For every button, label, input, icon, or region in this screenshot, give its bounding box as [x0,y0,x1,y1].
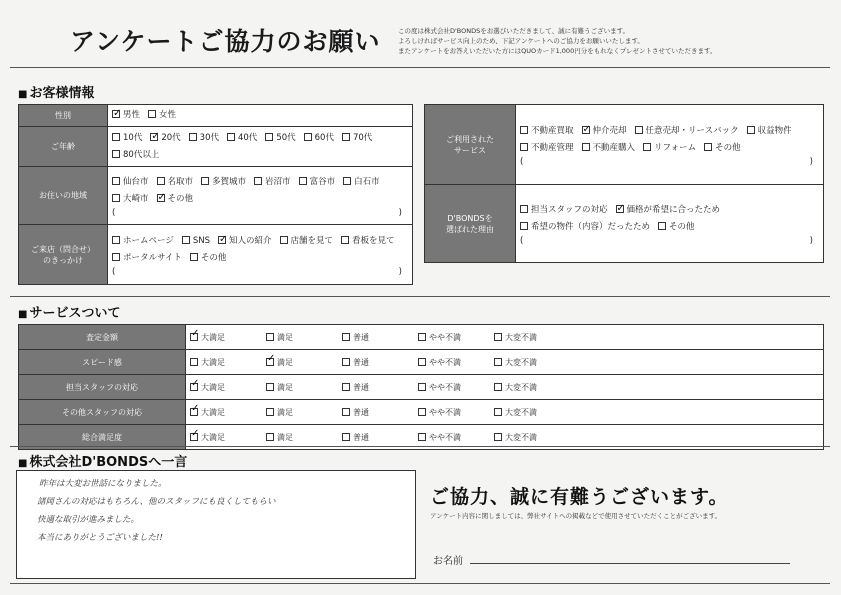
checkbox-label: その他 [715,142,741,153]
checkbox-option[interactable] [148,107,176,124]
rating-row [19,375,824,400]
checkbox[interactable] [418,408,426,416]
intro-line: よろしければサービス向上のため、下記アンケートへのご協力をお願いいたします。 [398,37,644,45]
rating-option-label: やや不満 [429,332,461,342]
checkbox[interactable] [342,133,350,141]
checkbox-option[interactable] [520,202,608,219]
age-options [108,127,413,167]
area-other-field[interactable]: ( ) [112,207,402,218]
checkbox-option[interactable] [182,233,210,250]
rating-option-label: 満足 [277,357,293,367]
rating-option-label: やや不満 [429,432,461,442]
rating-option-label: 満足 [277,432,293,442]
rating-option-label: 大変不満 [505,432,537,442]
checkbox[interactable] [342,358,350,366]
checkbox[interactable] [520,143,528,151]
checkbox[interactable] [342,433,350,441]
checkbox-option[interactable] [112,130,142,147]
rating-option[interactable] [190,407,266,418]
checkbox[interactable] [635,126,643,134]
checkbox-option[interactable] [265,130,295,147]
checkbox-option[interactable] [227,130,257,147]
gender-label: 性別 [19,105,108,127]
gender-options [108,105,413,127]
rating-option[interactable] [342,407,418,418]
checkbox-option[interactable] [254,174,291,191]
checkbox[interactable] [112,253,120,261]
rating-option[interactable] [190,332,266,343]
rating-option[interactable] [342,382,418,393]
thanks-message: ご協力、誠に有難うございます。 [430,486,729,508]
checkbox[interactable] [494,333,502,341]
checkbox[interactable] [342,408,350,416]
divider [10,446,830,447]
checkbox-label: 20代 [161,132,181,143]
checkbox-option[interactable] [112,174,149,191]
rating-option-label: 大変不満 [505,382,537,392]
checkbox-option[interactable] [343,174,380,191]
checkbox[interactable] [643,143,651,151]
checkbox-option[interactable] [112,191,149,208]
rating-option-label: 普通 [353,332,369,342]
checkbox[interactable] [747,126,755,134]
rating-option-label: 大変不満 [505,407,537,417]
checkbox-option[interactable] [643,140,696,157]
checkbox-option[interactable] [658,219,695,236]
checkbox[interactable] [265,133,273,141]
checkbox-label: リフォーム [654,142,697,153]
checkbox-option[interactable] [520,219,650,236]
checkbox[interactable] [266,433,274,441]
rating-option[interactable] [418,332,494,343]
reason-label: D'BONDSを 選ばれた理由 [425,185,516,263]
checkbox[interactable] [157,177,165,185]
checkbox-option[interactable] [342,130,372,147]
source-options [108,225,413,285]
rating-option[interactable] [190,382,266,393]
divider [10,67,830,68]
reason-options [516,185,824,263]
checkbox-option[interactable] [112,250,182,267]
rating-option[interactable] [418,382,494,393]
rating-option[interactable] [190,432,266,443]
rating-option-label: 普通 [353,382,369,392]
checkbox-option[interactable] [520,140,574,157]
rating-row [19,400,824,425]
rating-option[interactable] [266,332,342,343]
area-options [108,167,413,225]
rating-option-label: 大変不満 [505,357,537,367]
rating-options [186,325,824,350]
rating-option-label: 大満足 [201,382,225,392]
checkbox[interactable] [150,133,158,141]
checkbox-label: 看板を見て [352,235,395,246]
rating-option-label: 大満足 [201,357,225,367]
checkbox-option[interactable] [201,174,246,191]
rating-row-label: スピード感 [19,350,186,375]
rating-option[interactable] [342,432,418,443]
checkbox[interactable] [582,126,590,134]
checkbox-label: 価格が希望に合ったため [626,204,721,215]
checkbox[interactable] [582,143,590,151]
rating-option-label: 満足 [277,407,293,417]
name-label: お名前 [433,556,463,567]
checkbox[interactable] [112,236,120,244]
checkbox[interactable] [418,333,426,341]
checkbox-option[interactable] [189,130,219,147]
comment-line: 快適な取引が進みました。 [37,515,140,525]
checkbox-label: ホームページ [123,235,174,246]
checkbox[interactable] [520,222,528,230]
rating-row [19,325,824,350]
services-other-field[interactable]: ( ) [520,156,813,167]
checkbox-option[interactable] [112,233,174,250]
rating-option[interactable] [342,332,418,343]
rating-option[interactable] [418,407,494,418]
checkbox-option[interactable] [112,107,140,124]
checkbox[interactable] [658,222,666,230]
divider [10,296,830,297]
checkbox-label: 店舗を見て [290,235,334,246]
checkbox[interactable] [418,358,426,366]
checkbox-label: 不動産購入 [592,142,636,153]
rating-row-label: その他スタッフの対応 [19,400,186,425]
checkbox[interactable] [112,110,120,118]
checkbox-label: SNS [192,235,210,246]
area-label: お住いの地域 [19,167,108,225]
checkbox[interactable] [266,333,274,341]
checkbox-label: 50代 [276,132,296,143]
checkbox-option[interactable] [112,147,159,164]
rating-option[interactable] [266,432,342,443]
checkbox-label: 男性 [123,110,141,120]
checkbox[interactable] [148,110,156,118]
checkbox[interactable] [157,194,165,202]
section-heading-service: ■ サービスついて [18,302,120,321]
checkbox-label: 富谷市 [309,176,336,187]
checkbox-label: 仙台市 [123,176,149,187]
checkbox[interactable] [494,383,502,391]
rating-option-label: やや不満 [429,407,461,417]
checkbox-label: 白石市 [354,176,380,187]
intro-line: この度は株式会社D'BONDSをお選びいただきまして、誠に有難うございます。 [398,27,630,35]
checkbox[interactable] [189,133,197,141]
checkbox[interactable] [190,383,198,391]
usage-note: アンケート内容に関しましては、弊社サイトへの掲載などで使用させていただくことがございます。 [430,512,722,520]
checkbox-label: 大崎市 [123,193,149,204]
checkbox[interactable] [266,358,274,366]
checkbox-option[interactable] [520,123,574,140]
checkbox[interactable] [704,143,712,151]
checkbox-label: 60代 [314,132,334,143]
checkbox-option[interactable] [150,130,180,147]
rating-option-label: 普通 [353,432,369,442]
checkbox-label: 収益物件 [757,125,792,136]
checkbox[interactable] [280,236,288,244]
rating-row-label: 総合満足度 [19,425,186,450]
checkbox[interactable] [494,408,502,416]
checkbox-option[interactable] [747,123,792,140]
comment-box[interactable] [16,470,416,579]
checkbox[interactable] [343,177,351,185]
divider [10,583,830,584]
rating-options [186,375,824,400]
checkbox[interactable] [112,177,120,185]
checkbox[interactable] [342,333,350,341]
checkbox[interactable] [254,177,262,185]
checkbox[interactable] [304,133,312,141]
comment-line: 昨年は大変お世話になりました。 [39,479,167,489]
source-label: ご来店（問合せ） のきっかけ [19,225,108,285]
rating-option-label: 普通 [353,407,369,417]
rating-option[interactable] [494,432,570,443]
checkbox-option[interactable] [582,140,636,157]
rating-option[interactable] [190,357,266,368]
rating-option[interactable] [494,382,570,393]
rating-option[interactable] [266,407,342,418]
age-label: ご年齢 [19,127,108,167]
checkbox-option[interactable] [280,233,334,250]
rating-option[interactable] [494,357,570,368]
checkbox-option[interactable] [218,233,272,250]
checkbox[interactable] [201,177,209,185]
checkbox-option[interactable] [304,130,334,147]
checkbox-label: 知人の紹介 [229,235,272,246]
section-heading-comment: ■ 株式会社D'BONDSへ一言 [18,451,187,470]
name-input-line[interactable] [470,563,790,564]
checkbox[interactable] [342,383,350,391]
checkbox-label: 30代 [199,132,219,143]
page-title: アンケートご協力のお願い [70,27,381,56]
rating-option[interactable] [494,407,570,418]
checkbox[interactable] [190,358,198,366]
checkbox-label: 80代以上 [123,149,160,160]
checkbox[interactable] [190,433,198,441]
checkbox-label: その他 [200,252,227,263]
checkbox[interactable] [112,150,120,158]
comment-line: 本当にありがとうございました!! [37,533,163,543]
rating-option[interactable] [266,382,342,393]
source-other-field[interactable]: ( ) [112,266,402,277]
rating-option-label: 満足 [277,382,293,392]
services-label: ご利用された サービス [425,105,516,185]
checkbox-option[interactable] [299,174,336,191]
rating-option-label: 大変不満 [505,332,537,342]
checkbox[interactable] [266,383,274,391]
rating-option[interactable] [342,357,418,368]
checkbox[interactable] [190,408,198,416]
rating-option-label: 大満足 [201,432,225,442]
checkbox-label: 任意売却・リースバック [645,125,739,136]
checkbox-option[interactable] [616,202,721,219]
rating-option-label: 普通 [353,357,369,367]
checkbox-label: 40代 [237,132,258,143]
checkbox[interactable] [218,236,226,244]
customer-service-table [424,104,824,263]
checkbox-option[interactable] [582,123,627,140]
section-heading-customer: ■ お客様情報 [18,82,94,101]
service-rating-table [18,324,824,450]
checkbox[interactable] [341,236,349,244]
rating-option-label: 大満足 [201,332,225,342]
intro-line: またアンケートをお答えいただいた方にはQUOカード1,000円分をもれなくプレゼントさせていただきます。 [398,47,717,55]
checkbox[interactable] [112,133,120,141]
rating-option[interactable] [494,332,570,343]
checkbox[interactable] [616,205,624,213]
checkbox[interactable] [190,253,198,261]
rating-option[interactable] [418,432,494,443]
rating-option[interactable] [418,357,494,368]
reason-other-field[interactable]: ( ) [520,235,813,246]
checkbox-option[interactable] [190,250,227,267]
checkbox-label: 不動産買取 [531,125,574,136]
checkbox[interactable] [112,194,120,202]
rating-option[interactable] [266,357,342,368]
checkbox-label: 仲介売却 [592,125,627,136]
checkbox[interactable] [266,408,274,416]
checkbox[interactable] [494,358,502,366]
services-options [516,105,824,185]
checkbox-label: 70代 [352,132,373,143]
rating-option-label: 大満足 [201,407,225,417]
checkbox[interactable] [520,126,528,134]
checkbox-label: 多賀城市 [212,176,247,187]
checkbox-label: 10代 [123,132,143,143]
checkbox[interactable] [227,133,235,141]
checkbox-option[interactable] [341,233,395,250]
comment-line: 諸岡さんの対応はもちろん、他のスタッフにも良くしてもらい [37,497,276,507]
checkbox[interactable] [299,177,307,185]
checkbox-label: ポータルサイト [123,252,182,263]
checkbox-option[interactable] [704,140,741,157]
checkbox-label: 女性 [159,110,177,120]
customer-info-table [18,104,413,285]
checkbox-label: 希望の物件（内容）だったため [531,221,651,232]
checkbox-option[interactable] [635,123,739,140]
checkbox[interactable] [190,333,198,341]
rating-option-label: 満足 [277,332,293,342]
checkbox-label: 不動産管理 [531,142,574,153]
checkbox-label: その他 [167,193,194,204]
checkbox-label: 名取市 [167,176,194,187]
checkbox-option[interactable] [157,191,194,208]
checkbox[interactable] [494,433,502,441]
rating-option-label: やや不満 [429,382,461,392]
checkbox[interactable] [418,433,426,441]
rating-row-label: 担当スタッフの対応 [19,375,186,400]
rating-row [19,350,824,375]
intro-text [398,26,818,56]
checkbox[interactable] [520,205,528,213]
rating-option-label: やや不満 [429,357,461,367]
checkbox-label: その他 [669,221,695,232]
checkbox[interactable] [182,236,190,244]
rating-options [186,400,824,425]
checkbox-label: 担当スタッフの対応 [531,204,608,215]
rating-row-label: 査定金額 [19,325,186,350]
rating-options [186,350,824,375]
checkbox[interactable] [418,383,426,391]
checkbox-label: 岩沼市 [265,176,291,187]
